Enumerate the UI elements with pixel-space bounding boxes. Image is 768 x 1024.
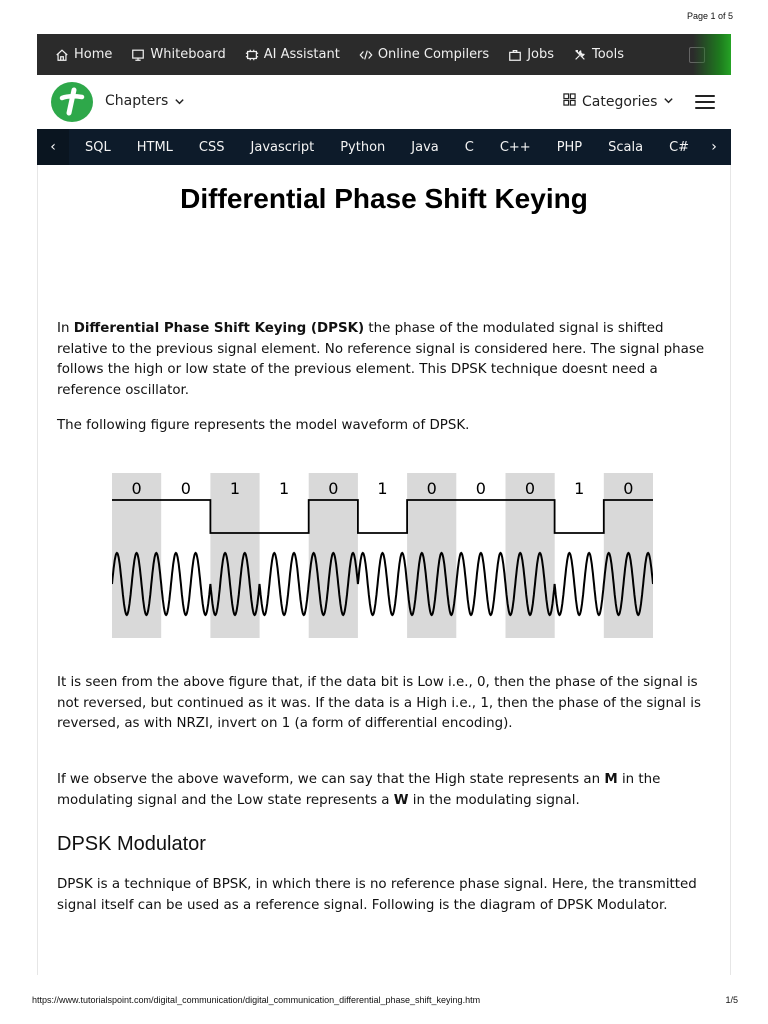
lang-python[interactable]: Python — [340, 139, 386, 155]
data-square-wave — [112, 500, 653, 533]
lang-scroll-right-button[interactable]: › — [697, 129, 731, 165]
lang-php[interactable]: PHP — [556, 139, 583, 155]
lang-sql[interactable]: SQL — [85, 139, 111, 155]
nav-tools[interactable] — [573, 47, 624, 62]
categories-label: Categories — [582, 93, 658, 110]
nav-online-compilers[interactable] — [359, 47, 489, 62]
chevron-down-icon — [174, 96, 185, 107]
lang-javascript[interactable]: Javascript — [250, 139, 315, 155]
lang-csharp[interactable]: C# — [669, 139, 690, 155]
nav-jobs-label: Jobs — [527, 47, 554, 62]
observe-m: M — [604, 772, 618, 787]
bit-label: 0 — [623, 479, 634, 498]
grid-icon — [563, 93, 576, 110]
nav-whiteboard[interactable] — [131, 47, 225, 62]
lang-css[interactable]: CSS — [198, 139, 225, 155]
header-bar — [37, 75, 731, 129]
lang-scroll-left-button[interactable]: ‹ — [37, 129, 69, 165]
explanation-paragraph: It is seen from the above figure that, if the data bit is Low i.e., 0, then the phase of the signal is not reversed, but continued as it was. If the data is a High i.e., 1, then the phase of the signal is reversed, as with NRZI, invert on 1 (a form of differential encoding). — [57, 675, 701, 731]
figure-intro-paragraph: The following figure represents the model waveform of DPSK. — [57, 418, 470, 433]
bit-label: 1 — [377, 479, 388, 498]
briefcase-icon — [508, 48, 522, 62]
observation-paragraph — [57, 770, 707, 811]
page-title: Differential Phase Shift Keying — [180, 183, 588, 214]
dpsk-carrier-wave — [112, 553, 653, 615]
bit-label: 0 — [131, 479, 142, 498]
nav-ai-assistant-label: AI Assistant — [263, 47, 340, 62]
content-border-left — [37, 165, 38, 975]
tutorialspoint-logo[interactable] — [51, 82, 93, 122]
nav-jobs[interactable] — [508, 47, 554, 62]
code-icon — [359, 48, 373, 62]
bit-label: 0 — [524, 479, 536, 498]
home-icon — [55, 48, 69, 62]
nav-home[interactable] — [55, 47, 112, 62]
chapters-label: Chapters — [105, 93, 169, 109]
nav-home-label: Home — [74, 47, 113, 62]
bit-label: 0 — [180, 479, 191, 498]
bit-label: 0 — [475, 479, 486, 498]
categories-dropdown[interactable] — [563, 93, 674, 110]
menu-hamburger-icon[interactable] — [695, 95, 715, 109]
intro-paragraph — [57, 319, 707, 401]
lang-c[interactable]: C — [464, 139, 474, 155]
logo-t-icon — [57, 87, 87, 117]
dpsk-waveform-figure — [112, 473, 653, 638]
whiteboard-icon — [131, 48, 145, 62]
bit-label: 0 — [426, 479, 437, 498]
chapters-dropdown[interactable] — [105, 93, 185, 109]
observe-prefix: If we observe the above waveform, we can say that the High state represents an — [57, 772, 605, 787]
lang-html[interactable]: HTML — [136, 139, 173, 155]
lang-java[interactable]: Java — [411, 139, 439, 155]
tools-icon — [573, 48, 587, 62]
bit-label: 0 — [328, 479, 339, 498]
top-navigation-bar — [37, 34, 731, 75]
modulator-paragraph: DPSK is a technique of BPSK, in which there is no reference phase signal. Here, the transmitted signal itself can be used as a reference signal. Following is the diagram of DPSK Modulator. — [57, 877, 697, 913]
nav-whiteboard-label: Whiteboard — [150, 47, 226, 62]
observe-mid: in the modulating signal and the Low state represents a — [57, 772, 661, 808]
chevron-down-icon — [663, 94, 674, 110]
observe-w: W — [393, 792, 409, 808]
nav-ai-assistant[interactable] — [245, 47, 340, 62]
print-url: https://www.tutorialspoint.com/digital_communication/digital_communication_differential_phase_shift_keying.htm — [32, 995, 481, 1005]
lang-scala[interactable]: Scala — [608, 139, 644, 155]
print-page-label: Page 1 of 5 — [686, 11, 733, 21]
ai-chip-icon — [245, 48, 259, 62]
bit-label: 1 — [574, 479, 585, 498]
print-page-count: 1/5 — [725, 995, 738, 1005]
lang-cpp[interactable]: C++ — [499, 139, 531, 155]
bit-label: 1 — [279, 479, 290, 498]
intro-prefix: In — [57, 321, 74, 336]
intro-rest: the phase of the modulated signal is shifted relative to the previous signal element. No reference signal is considered here. The signal phase follows the high or low state of the previous element. This DPSK technique doesnt need a reference oscillator. — [57, 321, 705, 398]
language-bar — [37, 129, 731, 165]
observe-suffix: in the modulating signal. — [408, 792, 580, 808]
intro-term: Differential Phase Shift Keying (DPSK) — [73, 321, 365, 336]
nav-online-compilers-label: Online Compilers — [377, 47, 490, 62]
content-border-right — [730, 165, 731, 975]
nav-fade — [693, 34, 731, 75]
section-heading-dpsk-modulator: DPSK Modulator — [57, 833, 206, 855]
bit-label: 1 — [229, 479, 241, 498]
nav-tools-label: Tools — [592, 47, 625, 62]
